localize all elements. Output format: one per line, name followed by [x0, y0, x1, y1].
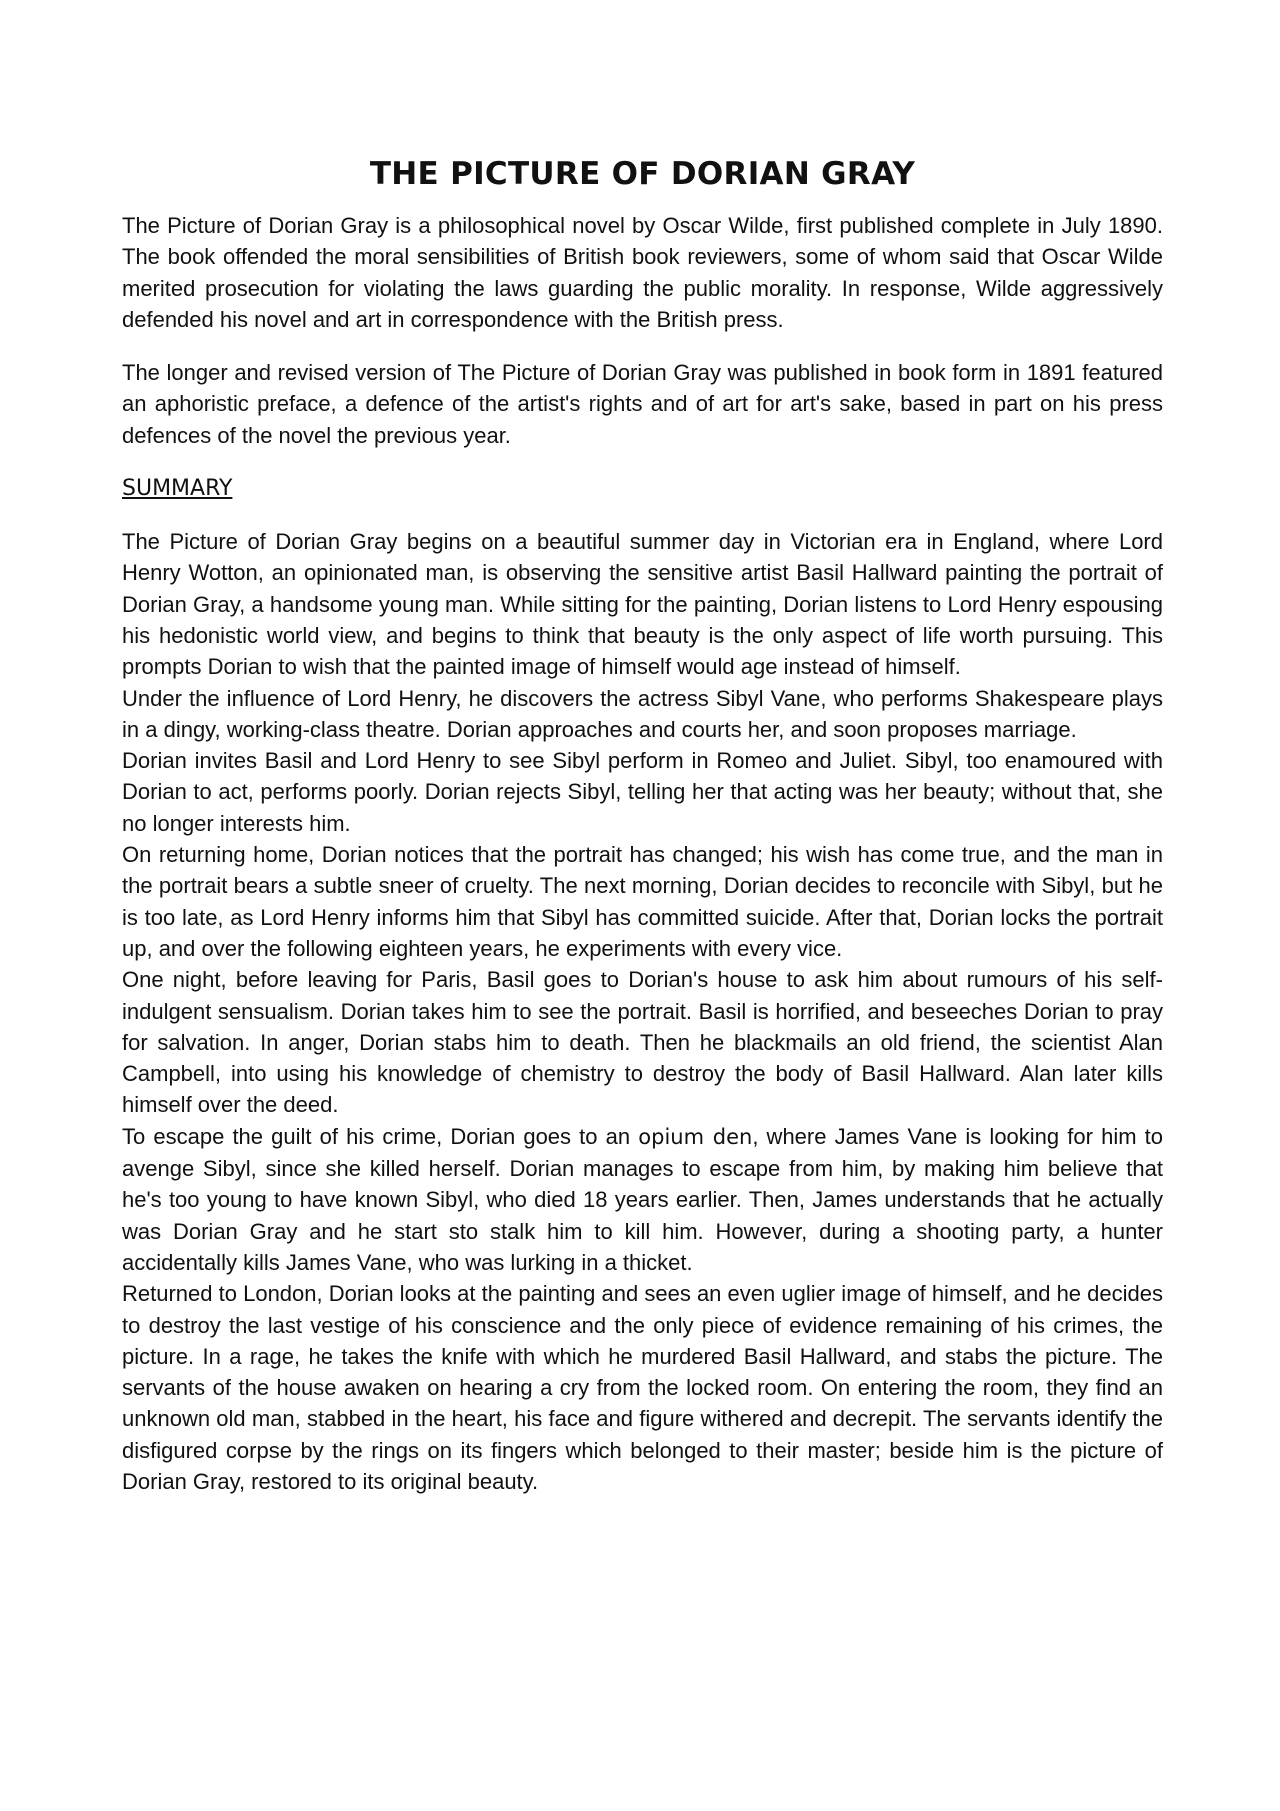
summary-paragraph-3: Dorian invites Basil and Lord Henry to see Sibyl perform in Romeo and Juliet. Sibyl, too enamoured with Dorian to act, performs poorly. Dorian rejects Sibyl, telling her that acting was her beauty; without that, she no longer interests him. — [122, 748, 1163, 836]
summary-paragraph-7: Returned to London, Dorian looks at the painting and sees an even uglier image of himself, and he decides to destroy the last vestige of his conscience and the only piece of evidence remaining of his crimes, the picture. In a rage, he takes the knife with which he murdered Basil Hallward, and stabs the picture. The servants of the house awaken on hearing a cry from the locked room. On entering the room, they find an unknown old man, stabbed in the heart, his face and figure withered and decrepit. The servants identify the disfigured corpse by the rings on its fingers which belonged to their master; beside him is the picture of Dorian Gray, restored to its original beauty. — [122, 1281, 1163, 1494]
intro-paragraph-1: The Picture of Dorian Gray is a philosophical novel by Oscar Wilde, first published complete in July 1890. The book offended the moral sensibilities of British book reviewers, some of whom said that Oscar Wilde merited prosecution for violating the laws guarding the public morality. In response, Wilde aggressively defended his novel and art in correspondence with the British press. — [122, 213, 1163, 332]
summary-paragraph-5: One night, before leaving for Paris, Basil goes to Dorian's house to ask him about rumours of his self-indulgent sensualism. Dorian takes him to see the portrait. Basil is horrified, and beseeches Dorian to pray for salvation. In anger, Dorian stabs him to death. Then he blackmails an old friend, the scientist Alan Campbell, into using his knowledge of chemistry to destroy the body of Basil Hallward. Alan later kills himself over the deed. — [122, 967, 1163, 1118]
opium-den-text: opium den — [638, 1124, 753, 1149]
summary-paragraph-6 — [122, 1121, 1163, 1278]
document-body — [122, 152, 1163, 1497]
escape-text-after: , where James Vane is looking for him to avenge Sibyl, since she killed herself. Dorian manages to escape from him, by making him believe that he's too young to have known Sibyl, who died 18 years earlier. Then, James understands that he actually was Dorian Gray and he start sto stalk him to kill him. However, during a shooting party, a hunter accidentally kills James Vane, who was lurking in a thicket. — [122, 1123, 1164, 1275]
document-title: THE PICTURE OF DORIAN GRAY — [369, 156, 916, 192]
summary-heading: SUMMARY — [122, 476, 233, 502]
escape-text-before: To escape the guilt of his crime, Dorian goes to an — [122, 1123, 639, 1149]
summary-paragraph-1: The Picture of Dorian Gray begins on a beautiful summer day in Victorian era in England, where Lord Henry Wotton, an opinionated man, is observing the sensitive artist Basil Hallward painting the portrait of Dorian Gray, a handsome young man. While sitting for the painting, Dorian listens to Lord Henry espousing his hedonistic world view, and begins to think that beauty is the only aspect of life worth pursuing. This prompts Dorian to wish that the painted image of himself would age instead of himself. — [122, 529, 1163, 680]
summary-paragraph-4: On returning home, Dorian notices that the portrait has changed; his wish has come true, and the man in the portrait bears a subtle sneer of cruelty. The next morning, Dorian decides to reconcile with Sibyl, but he is too late, as Lord Henry informs him that Sibyl has committed suicide. After that, Dorian locks the portrait up, and over the following eighteen years, he experiments with every vice. — [122, 842, 1163, 961]
summary-paragraph-2: Under the influence of Lord Henry, he discovers the actress Sibyl Vane, who performs Shakespeare plays in a dingy, working-class theatre. Dorian approaches and courts her, and soon proposes marriage. — [122, 685, 1163, 742]
intro-paragraph-2: The longer and revised version of The Picture of Dorian Gray was published in book form in 1891 featured an aphoristic preface, a defence of the artist's rights and of art for art's sake, based in part on his press defences of the novel the previous year. — [122, 360, 1163, 448]
